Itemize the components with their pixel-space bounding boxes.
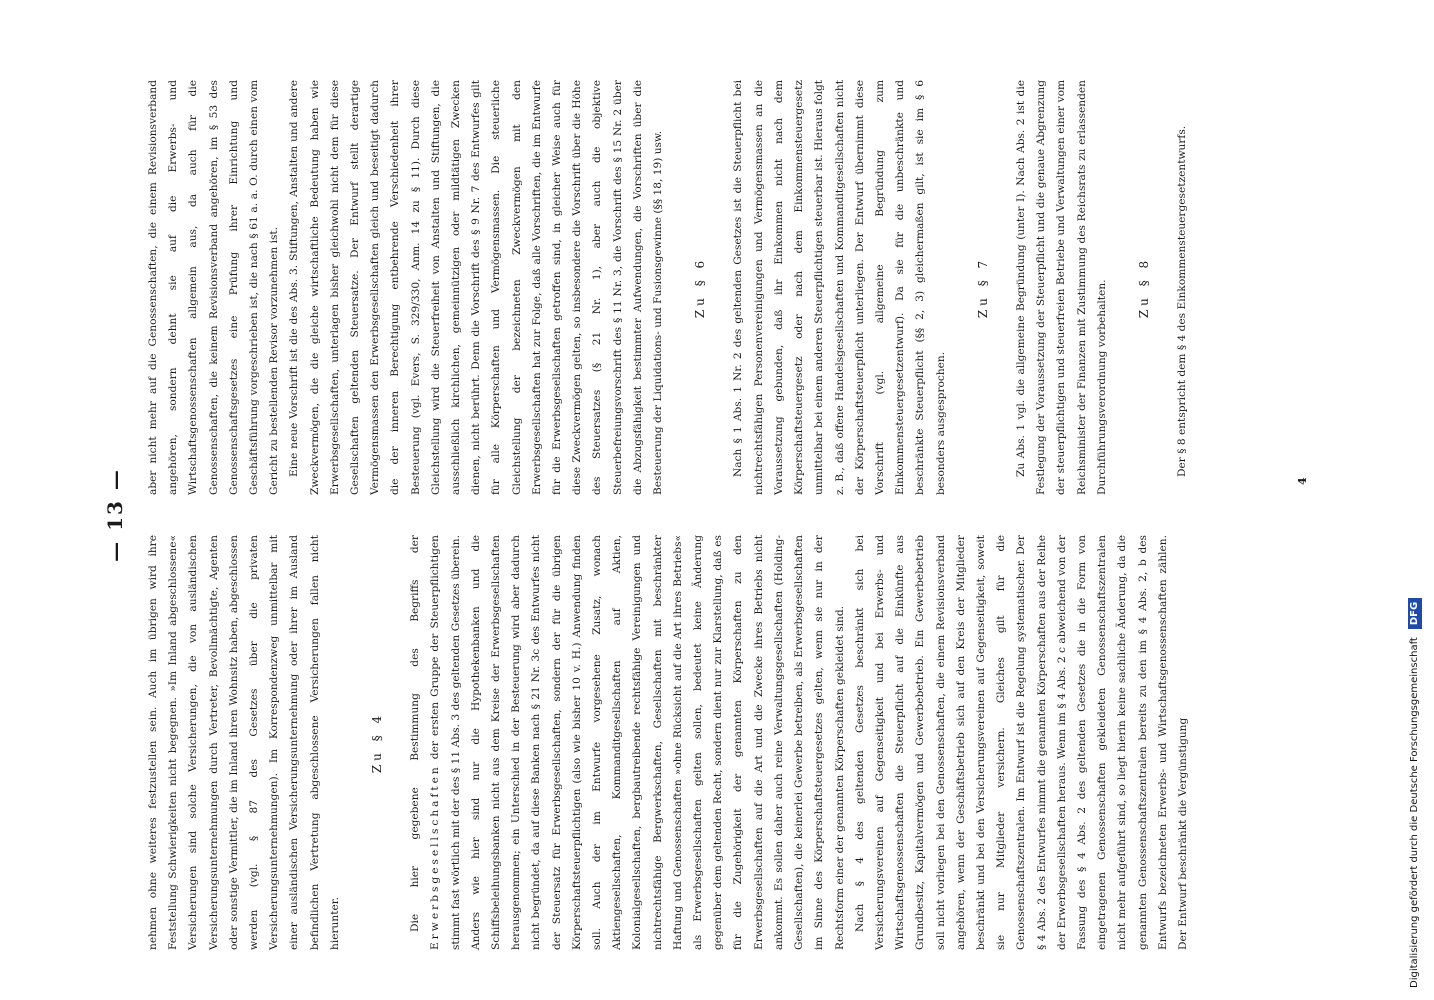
page-mark: 4: [1296, 477, 1309, 485]
credit-line: [1405, 8, 1425, 988]
paragraph: Zu Abs. 1 vgl. die allgemeine Begründung (unter I). Nach Abs. 2 ist die Festlegung der Voraussetzung der Steuerpflicht und die genaue Abgrenzung der steuerpflichtigen und steuerfreien Betriebe und Verwaltungen einer vom Reichsminister der Finanzen mit Zustimmung des Reichsrats zu erlassenden Durchführungsverordnung vorbehalten.: [1014, 80, 1108, 495]
paragraph: Der § 8 entspricht dem § 4 des Einkommensteuergesetzentwurfs.: [1176, 125, 1189, 477]
paragraph: nehmen ohne weiteres festzustellen sein. Auch im übrigen wird ihre Feststellung Schwierigkeiten nicht begegnen. »Im Inland abgeschlossene« Versicherungen sind solche Versicherungen, die von ausländischen Versicherungsunternehmungen durch Vertreter, Bevollmächtigte, Agenten oder sonstige Vermittler, die im Inland ihren Wohnsitz haben, abgeschlossen werden (vgl. § 87 des Gesetzes über die privaten Versicherungsunternehmungen). Im Korrespondenzweg unmittelbar mit einer ausländischen Versicherungsunternehmung oder ihrer im Ausland befindlichen Vertretung abgeschlossene Versicherungen fallen nicht hierunter.: [147, 535, 341, 950]
paragraph: [405, 535, 849, 950]
digitization-credit-strip: [1405, 8, 1425, 988]
section-heading: Zu § 6: [693, 256, 708, 319]
page-number-header: — 13 —: [103, 468, 127, 562]
dfg-logo: DFG: [1408, 598, 1422, 629]
paragraph: Nach § 4 des geltenden Gesetzes beschränkt sich bei Versicherungsvereinen auf Gegenseitigkeit und bei Erwerbs- und Wirtschaftsgenossenschaften die Steuerpflicht auf die Einkünfte aus Grundbesitz, Kapitalvermögen und Gewerbebetrieb. Ein Gewerbebetrieb soll nicht vorliegen bei den Genossenschaften, die einem Revisionsverband angehören, wenn der Geschäftsbetrieb sich auf den Kreis der Mitglieder beschränkt und bei den Versicherungsvereinen auf Gegenseitigkeit, soweit sie nur Mitglieder versichern. Gleiches gilt für die Genossenschaftszentralen. Im Entwurf ist die Regelung systematischer. Der § 4 Abs. 2 des Entwurfes nimmt die genannten Körperschaften aus der Reihe der Erwerbsgesellschaften heraus. Wenn im § 4 Abs. 2 c abweichend von der Fassung des § 4 Abs. 2 des geltenden Gesetzes die in die Form von eingetragenen Genossenschaften gekleideten Genossenschaftszentralen nicht mehr aufgeführt sind, so liegt hierin keine sachliche Änderung, da die genannten Genossenschaftszentralen bereits zu den im § 4 Abs. 2, b des Entwurfs bezeichneten Erwerbs- und Wirtschaftsgenossenschaften zählen. Der Entwurf beschränkt die Vergünstigung: [853, 535, 1189, 950]
section-heading: Zu § 8: [1136, 256, 1151, 319]
section-heading: Zu § 7: [975, 256, 990, 319]
paragraph: Eine neue Vorschrift ist die des Abs. 3. Stiftungen, Anstalten und andere Zweckvermögen, die die gleiche wirtschaftliche Bedeutung haben wie Erwerbsgesellschaften, unterlagen bisher gleichwohl nicht dem für diese Gesellschaften geltenden Steuersatze. Der Entwurf stellt derartige Vermögensmassen den Erwerbsgesellschaften gleich und beseitigt dadurch die der inneren Berechtigung entbehrende Verschiedenheit ihrer Besteuerung (vgl. Evers, S. 329/330, Anm. 14 zu § 11). Durch diese Gleichstellung wird die Steuerfreiheit von Anstalten und Stiftungen, die ausschließlich kirchlichen, gemeinnützigen oder mildtätigen Zwecken dienen, nicht berührt. Denn die Vorschrift des § 9 Nr. 7 des Entwurfes gilt für alle Körperschaften und Vermögensmassen. Die steuerliche Gleichstellung der bezeichneten Zweckvermögen mit den Erwerbsgesellschaften hat zur Folge, daß alle Vorschriften, die im Entwurfe für die Erwerbsgesellschaften getroffen sind, in gleicher Weise auch für diese Zweckvermögen gelten, so insbesondere die Vorschrift über die Höhe des Steuersatzes (§ 21 Nr. 1), aber auch die objektive Steuerbefreiungsvorschrift des § 11 Nr. 3, die Vorschrift des § 15 Nr. 2 über die Abzugsfähigkeit bestimmter Aufwendungen, die Vorschriften über die Besteuerung der Liquidations- und Fusionsgewinne (§§ 18, 19) usw.: [288, 80, 665, 495]
rotated-text-block: [95, 80, 1309, 950]
right-column: [143, 80, 1309, 495]
paragraph-text: der ersten Gruppe der Steuerpflichtigen stimmt fast wörtlich mit der des § 11 Abs. 3 des geltenden Gesetzes überein. Anders wie hier sind nur die Hypothekenbanken und die Schiffsbeleihungsbanken nicht aus dem Kreise der Erwerbsgesellschaften herausgenommen; ein Unterschied in der Besteuerung wird aber dadurch nicht begründet, da auf diese Banken nach § 21 Nr. 3c des Entwurfes nicht der Steuersatz für Erwerbsgesellschaften, sondern der für die übrigen Körperschaftsteuerpflichtigen (also wie bisher 10 v. H.) Anwendung finden soll. Auch der im Entwurfe vorgesehene Zusatz, wonach Aktiengesellschaften, Kommanditgesellschaften auf Aktien, Kolonialgesellschaften, bergbautreibende rechtsfähige Vereinigungen und nichtrechtsfähige Bergwerkschaften, Gesellschaften mit beschränkter Haftung und Genossenschaften »ohne Rücksicht auf die Art ihres Betriebs« als Erwerbsgesellschaften gelten sollen, bedeutet keine Änderung gegenüber dem geltenden Recht, sondern dient nur zur Klarstellung, daß es für die Zugehörigkeit der genannten Körperschaften zu den Erwerbsgesellschaften auf die Art und die Zwecke ihres Betriebs nicht ankommt. Es sollen daher auch reine Verwaltungsgesellschaften (Holding-Gesellschaften), die keinerlei Gewerbe betreiben, als Erwerbsgesellschaften im Sinne des Körperschaftsteuergesetzes gelten, wenn sie nur in der Rechtsform einer der genannten Körperschaften gekleidet sind.: [429, 535, 846, 950]
paragraph: aber nicht mehr auf die Genossenschaften, die einem Revisionsverband angehören, sondern dehnt sie auf die Erwerbs- und Wirtschaftsgenossenschaften allgemein aus, da auch für die Genossenschaften, die keinem Revisionsverband angehören, im § 53 des Genossenschaftsgesetzes eine Prüfung ihrer Einrichtung und Geschäftsführung vorgeschrieben ist, die nach § 61 a. a. O. durch einen vom Gericht zu bestellenden Revisor vorzunehmen ist.: [147, 80, 281, 495]
credit-text: Digitalisierung gefördert durch die Deutsche Forschungsgemeinschaft: [1409, 637, 1420, 988]
paragraph: Nach § 1 Abs. 1 Nr. 2 des geltenden Gesetzes ist die Steuerpflicht bei nichtrechtsfähigen Personenvereinigungen und Vermögensmassen an die Voraussetzung gebunden, daß ihr Einkommen nicht nach dem Körperschaftsteuergesetz oder nach dem Einkommensteuergesetz unmittelbar bei einem anderen Steuerpflichtigen steuerbar ist. Hieraus folgt z. B., daß offene Handelsgesellschaften und Kommanditgesellschaften nicht der Körperschaftsteuerpflicht unterliegen. Der Entwurf übernimmt diese Vorschrift (vgl. allgemeine Begründung zum Einkommensteuergesetzentwurf). Da sie für die unbeschränkte und beschränkte Steuerpflicht (§§ 2, 3) gleichermaßen gilt, ist sie im § 6 besonders ausgesprochen.: [732, 80, 947, 495]
paragraph-text: Die hier gegebene Bestimmung des Begriffs der: [409, 535, 422, 932]
section-heading: Zu § 4: [370, 711, 385, 774]
emphasized-term: Erwerbsgesellschaften: [429, 764, 442, 950]
left-column: [143, 535, 1293, 950]
